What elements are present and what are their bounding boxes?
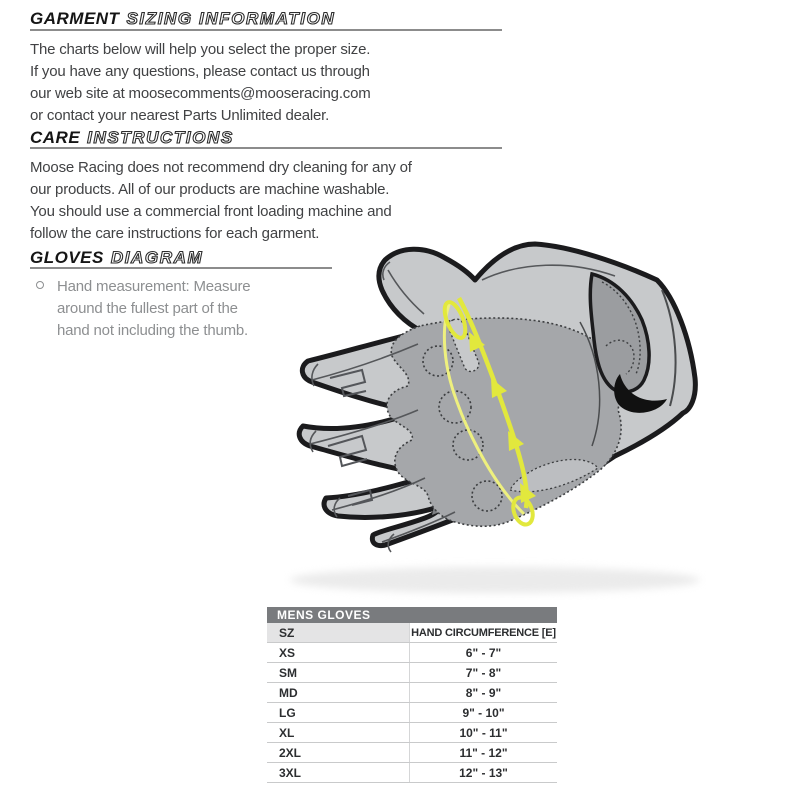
size-cell: SM: [267, 663, 410, 682]
care-instructions-heading: [30, 128, 234, 148]
circumference-cell: 9" - 10": [462, 705, 505, 720]
circumference-cell: 10" - 11": [459, 725, 508, 740]
circumference-cell: 7" - 8": [465, 665, 502, 680]
paragraph-line: our web site at moosecomments@mooseracing.com: [30, 85, 371, 102]
table-row: [267, 643, 557, 663]
circumference-cell: 6" - 7": [465, 645, 502, 660]
paragraph-line: You should use a commercial front loading machine and: [30, 203, 392, 220]
garment-sizing-paragraph: [30, 39, 450, 127]
size-cell: 2XL: [267, 743, 410, 762]
garment-heading-rule: [30, 29, 502, 31]
table-row: [267, 663, 557, 683]
size-cell: XS: [267, 643, 410, 662]
garment-sizing-heading: [30, 9, 335, 29]
glove-palm-illustration: [270, 228, 710, 600]
table-row: [267, 763, 557, 783]
paragraph-line: follow the care instructions for each garment.: [30, 225, 320, 242]
size-cell: MD: [267, 683, 410, 702]
paragraph-line: our products. All of our products are machine washable.: [30, 181, 390, 198]
gloves-heading-light: DIAGRAM: [110, 248, 204, 267]
glove-palm-illustration-svg: [270, 228, 710, 600]
paragraph-line: If you have any questions, please contact us through: [30, 63, 370, 80]
bullet-line: hand not including the thumb.: [57, 322, 249, 339]
glove-shadow: [290, 567, 700, 593]
size-cell: XL: [267, 723, 410, 742]
care-heading-rule: [30, 147, 502, 149]
paragraph-line: Moose Racing does not recommend dry cleaning for any of: [30, 159, 412, 176]
table-header-row: [267, 623, 557, 643]
circumference-cell: 11" - 12": [459, 745, 508, 760]
column-header-sz: SZ: [267, 623, 410, 642]
care-heading-light: INSTRUCTIONS: [87, 128, 234, 147]
circumference-cell: 8" - 9": [465, 685, 502, 700]
bullet-line: around the fullest part of the: [57, 300, 238, 317]
paragraph-line: The charts below will help you select the proper size.: [30, 41, 371, 58]
table-row: [267, 703, 557, 723]
table-row: [267, 723, 557, 743]
circumference-cell: 12" - 13": [459, 765, 508, 780]
care-heading-strong: CARE: [30, 128, 81, 147]
size-cell: LG: [267, 703, 410, 722]
size-cell: 3XL: [267, 763, 410, 782]
bullet-line: Hand measurement: Measure: [57, 278, 251, 295]
column-header-circumference: HAND CIRCUMFERENCE [E]: [411, 626, 556, 639]
gloves-diagram-heading: [30, 248, 203, 268]
garment-sizing-heading-light: SIZING INFORMATION: [126, 9, 336, 28]
mens-gloves-table: [267, 607, 557, 783]
bullet-circle-icon: [36, 281, 44, 289]
garment-sizing-heading-strong: GARMENT: [30, 9, 120, 28]
gloves-heading-strong: GLOVES: [30, 248, 104, 267]
table-row: [267, 743, 557, 763]
paragraph-line: or contact your nearest Parts Unlimited dealer.: [30, 107, 330, 124]
table-title: MENS GLOVES: [267, 607, 557, 623]
hand-measurement-bullet: [36, 276, 306, 342]
table-row: [267, 683, 557, 703]
